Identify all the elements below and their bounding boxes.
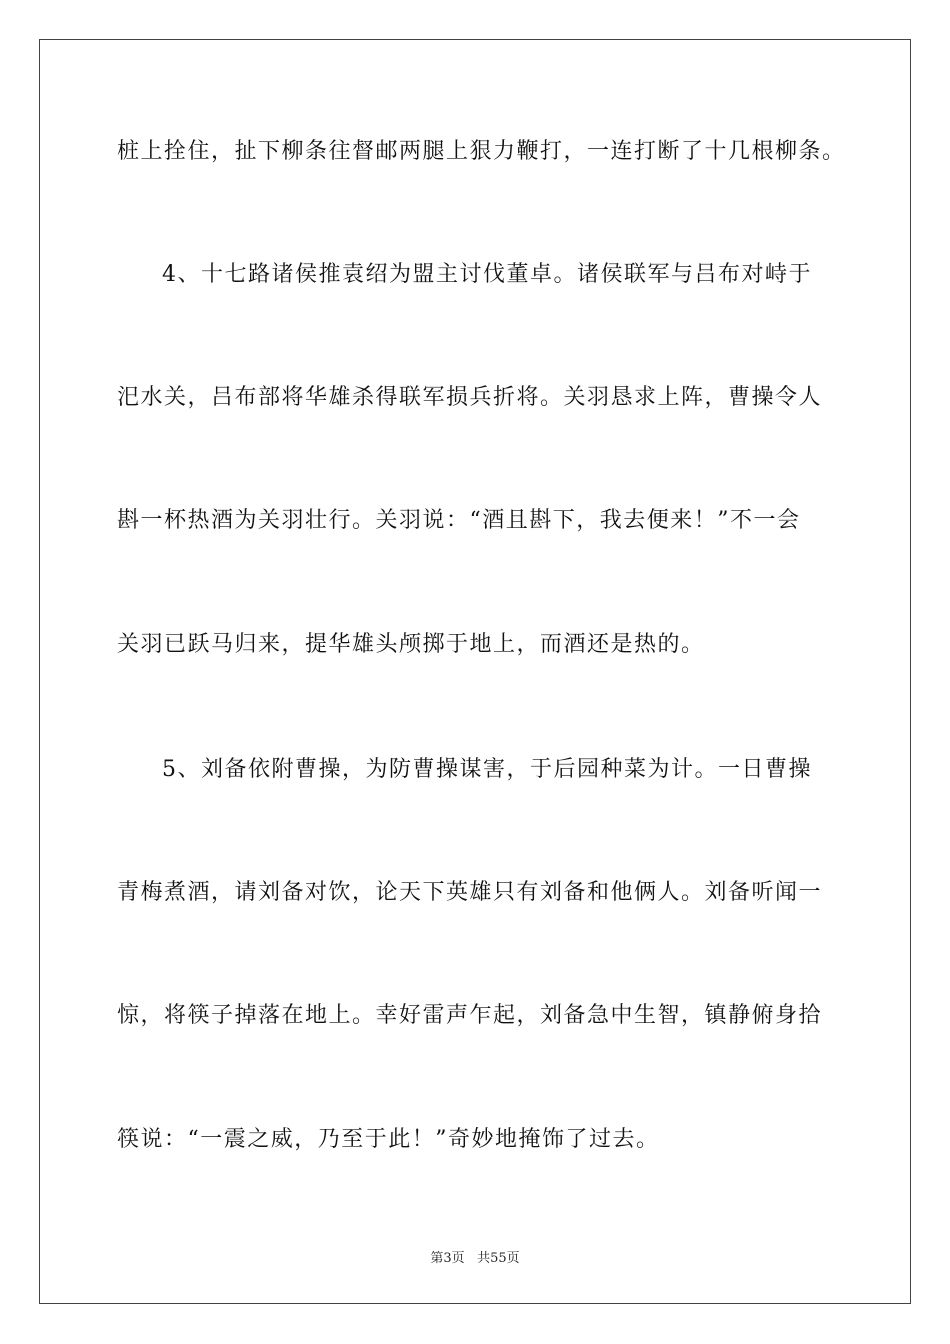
text-line-8: 惊，将筷子掉落在地上。幸好雷声乍起，刘备急中生智，镇静俯身拾 — [117, 1003, 823, 1028]
text-line-2-paragraph-4: 4、十七路诸侯推袁绍为盟主讨伐董卓。诸侯联军与吕布对峙于 — [162, 262, 812, 287]
page-number: 第3页 — [430, 1251, 465, 1266]
text-line-3: 汜水关，吕布部将华雄杀得联军损兵折将。关羽恳求上阵，曹操令人 — [117, 385, 823, 410]
page-total: 共55页 — [477, 1251, 520, 1266]
text-line-7: 青梅煮酒，请刘备对饮，论天下英雄只有刘备和他俩人。刘备听闻一 — [117, 880, 823, 905]
page-footer — [0, 1247, 950, 1266]
page-frame — [39, 39, 911, 1304]
text-line-6-paragraph-5: 5、刘备依附曹操，为防曹操谋害，于后园种菜为计。一日曹操 — [162, 757, 812, 782]
text-line-9: 筷说：“一震之威，乃至于此！”奇妙地掩饰了过去。 — [117, 1127, 660, 1152]
text-line-5: 关羽已跃马归来，提华雄头颅掷于地上，而酒还是热的。 — [117, 632, 705, 657]
text-line-1: 桩上拴住，扯下柳条往督邮两腿上狠力鞭打，一连打断了十几根柳条。 — [117, 139, 846, 164]
text-line-4: 斟一杯热酒为关羽壮行。关羽说：“酒且斟下，我去便来！”不一会 — [117, 508, 801, 533]
